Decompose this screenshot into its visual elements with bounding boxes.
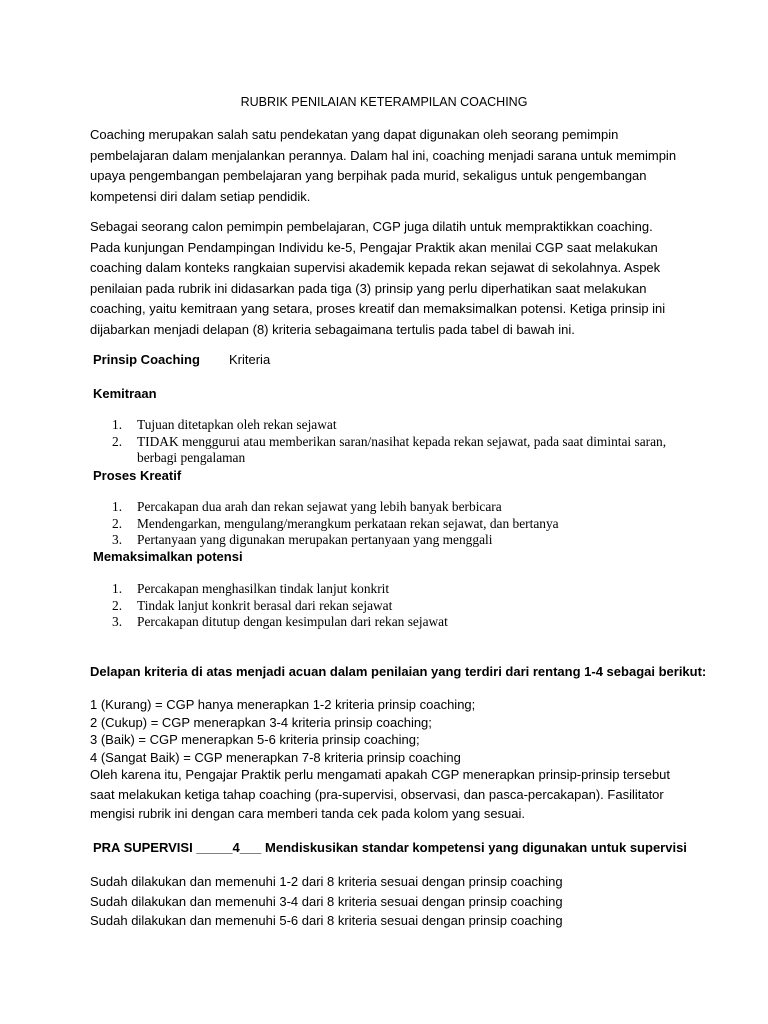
pra-supervisi-label: PRA SUPERVISI <box>93 840 193 855</box>
list-item: 2. Mendengarkan, mengulang/merangkum perkataan rekan sejawat, dan bertanya <box>112 515 559 531</box>
intro-text-1: Coaching merupakan salah satu pendekatan yang dapat digunakan oleh seorang pemimpin pembelajaran dalam menjalankan perannya. Dalam hal ini, coaching menjadi sarana untuk memimpin upaya pengembangan pembelajaran yang berpihak pada murid, sekaligus untuk pengembangan kompetensi diri dalam setiap pendidik. <box>90 127 677 204</box>
option-item: Sudah dilakukan dan memenuhi 5-6 dari 8 kriteria sesuai dengan prinsip coaching <box>90 913 563 928</box>
pra-supervisi-options <box>90 872 690 931</box>
observation-line: Oleh karena itu, Pengajar Praktik perlu mengamati apakah CGP menerapkan prinsip-prinsip tersebut <box>90 767 671 782</box>
observation-line: saat melakukan ketiga tahap coaching (pra-supervisi, observasi, dan pasca-percakapan). Fasilitator <box>90 786 664 802</box>
criteria-list-memaksimalkan-potensi <box>112 581 672 631</box>
scale-item: 2 (Cukup) = CGP menerapkan 3-4 kriteria prinsip coaching; <box>90 714 432 730</box>
list-item: 3. Percakapan ditutup dengan kesimpulan dari rekan sejawat <box>112 614 448 629</box>
observation-paragraph <box>90 765 690 824</box>
intro-text-2: Sebagai seorang calon pemimpin pembelajaran, CGP juga dilatih untuk mempraktikkan coaching. Pada kunjungan Pendampingan Individu ke-5, Pengajar Praktik akan menilai CGP saat melakukan coaching dalam konteks rangkaian supervisi akademik kepada rekan sejawat di sekolahnya. Aspek penilaian pada rubrik ini didasarkan pada tiga (3) prinsip yang perlu diperhatikan saat melakukan coaching, yaitu kemitraan yang setara, proses kreatif dan memaksimalkan potensi. Ketiga prinsip ini dijabarkan menjadi delapan (8) kriteria sebagaimana tertulis pada tabel di bawah ini. <box>90 219 666 337</box>
intro-paragraph-2 <box>90 217 680 340</box>
scale-item: 3 (Baik) = CGP menerapkan 5-6 kriteria prinsip coaching; <box>90 732 420 747</box>
pra-supervisi-heading <box>93 839 713 857</box>
list-item: 2. Tindak lanjut konkrit berasal dari rekan sejawat <box>112 597 393 613</box>
list-item: 1. Percakapan dua arah dan rekan sejawat yang lebih banyak berbicara <box>112 499 502 514</box>
scale-heading: Delapan kriteria di atas menjadi acuan dalam penilaian yang terdiri dari rentang 1-4 sebagai berikut: <box>90 664 707 679</box>
criteria-list-proses-kreatif <box>112 499 672 549</box>
pra-supervisi-score: _____4___ <box>196 840 262 855</box>
principle-memaksimalkan-potensi: Memaksimalkan potensi <box>93 549 243 564</box>
scale-item: 4 (Sangat Baik) = CGP menerapkan 7-8 kriteria prinsip coaching <box>90 749 461 765</box>
scale-list <box>90 696 690 766</box>
option-item: Sudah dilakukan dan memenuhi 1-2 dari 8 kriteria sesuai dengan prinsip coaching <box>90 874 563 889</box>
header-kriteria: Kriteria <box>229 352 271 367</box>
observation-line: mengisi rubrik ini dengan cara memberi tanda cek pada kolom yang sesuai. <box>90 806 526 821</box>
pra-supervisi-description: Mendiskusikan standar kompetensi yang digunakan untuk supervisi <box>265 840 687 855</box>
scale-item: 1 (Kurang) = CGP hanya menerapkan 1-2 kriteria prinsip coaching; <box>90 697 476 712</box>
list-item: 2. TIDAK menggurui atau memberikan saran/nasihat kepada rekan sejawat, pada saat dimintai saran, berbagi pengalaman <box>112 433 667 465</box>
criteria-list-kemitraan <box>112 417 672 467</box>
principle-proses-kreatif: Proses Kreatif <box>93 468 182 483</box>
intro-paragraph-1 <box>90 125 680 207</box>
option-item: Sudah dilakukan dan memenuhi 3-4 dari 8 kriteria sesuai dengan prinsip coaching <box>90 893 563 909</box>
document-title: RUBRIK PENILAIAN KETERAMPILAN COACHING <box>240 95 528 109</box>
list-item: 3. Pertanyaan yang digunakan merupakan pertanyaan yang menggali <box>112 532 493 547</box>
header-prinsip-coaching: Prinsip Coaching <box>93 352 200 367</box>
list-item: 1. Percakapan menghasilkan tindak lanjut konkrit <box>112 581 390 596</box>
list-item: 1. Tujuan ditetapkan oleh rekan sejawat <box>112 417 337 432</box>
principle-kemitraan: Kemitraan <box>93 386 157 401</box>
